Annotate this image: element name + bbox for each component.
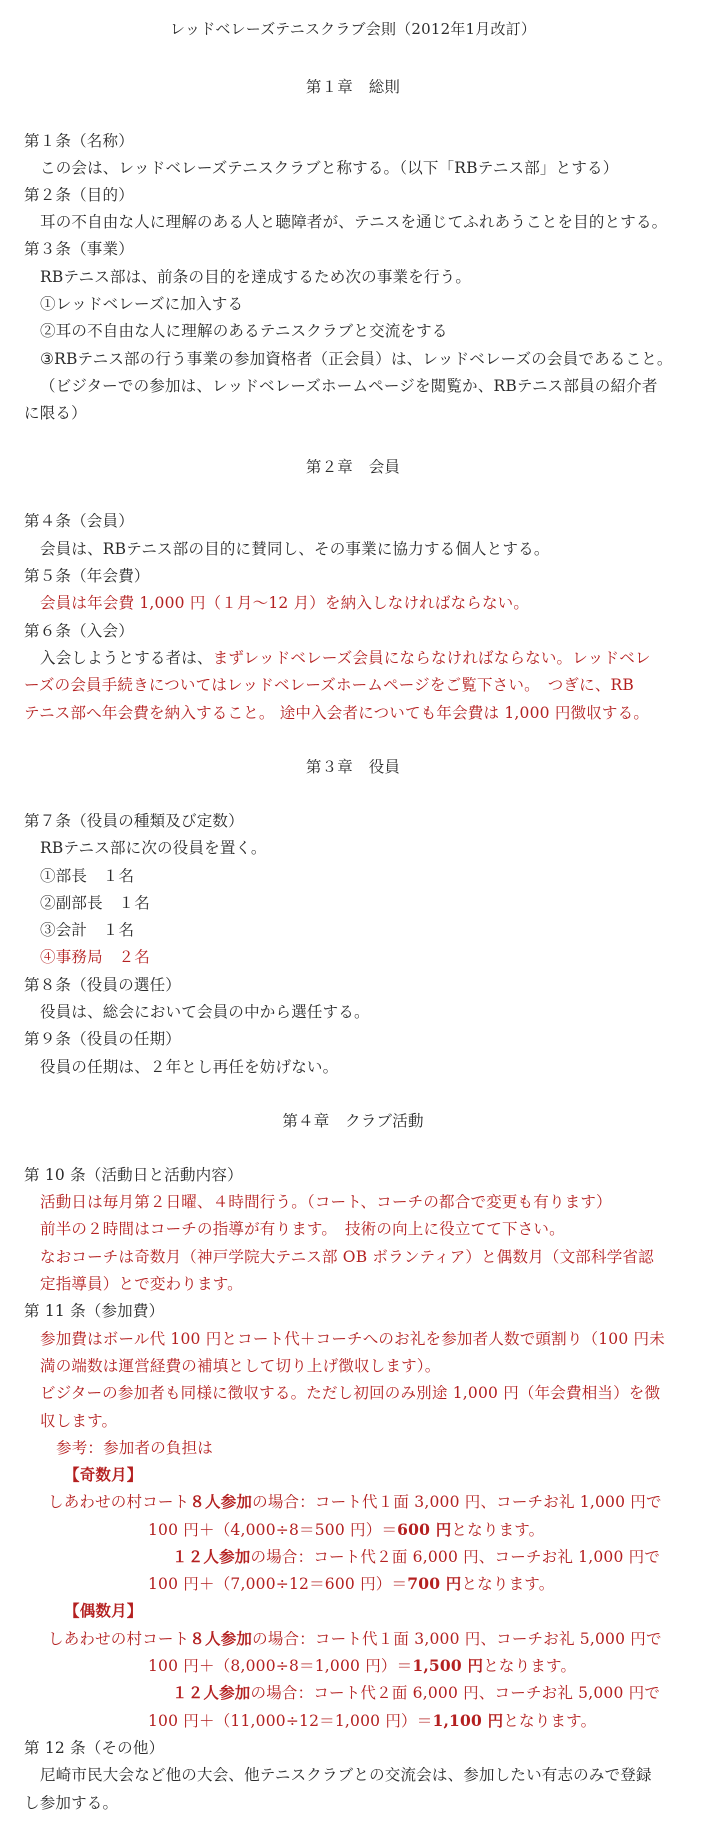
article-8-title: 第８条（役員の選任） bbox=[24, 976, 182, 994]
article-8-text: 役員は、総会において会員の中から選任する。 bbox=[40, 1003, 370, 1021]
article-9-title: 第９条（役員の任期） bbox=[24, 1030, 182, 1048]
even-row-text: となります。 bbox=[503, 1712, 597, 1730]
chapter-3-heading: 第３章 役員 bbox=[305, 758, 401, 776]
odd-row-bold: ８人参加 bbox=[189, 1492, 253, 1511]
article-7-title: 第７条（役員の種類及び定数） bbox=[24, 812, 244, 830]
article-11-line: 収します。 bbox=[40, 1412, 118, 1430]
officer-item: ②副部長 １名 bbox=[40, 894, 150, 912]
odd-row bbox=[148, 1519, 544, 1541]
even-row bbox=[148, 1710, 596, 1732]
article-6-title: 第６条（入会） bbox=[24, 622, 134, 640]
article-2-text: 耳の不自由な人に理解のある人と聴障者が、テニスを通じてふれあうことを目的とする。 bbox=[40, 213, 668, 231]
article-5-title: 第５条（年会費） bbox=[24, 567, 150, 585]
even-row bbox=[148, 1655, 576, 1677]
article-3-title: 第３条（事業） bbox=[24, 240, 134, 258]
odd-row-text: 100 円＋（7,000÷12＝600 円）＝ bbox=[148, 1575, 408, 1593]
article-4-text: 会員は、RBテニス部の目的に賛同し、その事業に協力する個人とする。 bbox=[40, 540, 550, 558]
article-6-line: テニス部へ年会費を納入すること。 途中入会者についても年会費は 1,000 円徴収する。 bbox=[24, 704, 650, 722]
article-4-title: 第４条（会員） bbox=[24, 512, 134, 530]
even-row-text: しあわせの村コート bbox=[48, 1630, 190, 1648]
even-month-label: 【偶数月】 bbox=[64, 1601, 143, 1620]
article-3-line: ③RBテニス部の行う事業の参加資格者（正会員）は、レッドベレーズの会員であること。 bbox=[40, 350, 673, 368]
odd-row-text: となります。 bbox=[451, 1521, 545, 1539]
article-9-text: 役員の任期は、２年とし再任を妨げない。 bbox=[40, 1058, 339, 1076]
article-7-line: RBテニス部に次の役員を置く。 bbox=[40, 839, 267, 857]
article-3-line: ②耳の不自由な人に理解のあるテニスクラブと交流をする bbox=[40, 322, 448, 340]
article-10-title: 第 10 条（活動日と活動内容） bbox=[24, 1166, 243, 1184]
article-2-title: 第２条（目的） bbox=[24, 186, 134, 204]
article-3-line: に限る） bbox=[24, 404, 87, 422]
article-12-title: 第 12 条（その他） bbox=[24, 1739, 165, 1757]
reference-label: 参考：参加者の負担は bbox=[56, 1439, 214, 1457]
document-title: レッドベレーズテニスクラブ会則（2012年1月改訂） bbox=[169, 20, 537, 38]
even-row-bold: １２人参加 bbox=[172, 1683, 251, 1702]
article-1-text: この会は、レッドベレーズテニスクラブと称する。（以下「RBテニス部」とする） bbox=[40, 159, 619, 177]
even-row bbox=[48, 1628, 662, 1650]
article-11-line: ビジターの参加者も同様に徴収する。ただし初回のみ別途 1,000 円（年会費相当）を徴 bbox=[40, 1384, 661, 1402]
odd-row-text: となります。 bbox=[461, 1575, 555, 1593]
article-11-title: 第 11 条（参加費） bbox=[24, 1302, 165, 1320]
article-3-line: （ビジターでの参加は、レッドベレーズホームページを閲覧か、RBテニス部員の紹介者 bbox=[40, 377, 658, 395]
odd-row-bold: 700 円 bbox=[407, 1574, 462, 1593]
officer-item: ③会計 １名 bbox=[40, 921, 135, 939]
article-3-line: ①レッドベレーズに加入する bbox=[40, 295, 244, 313]
article-6-line: ーズの会員手続きについてはレッドベレーズホームページをご覧下さい。 つぎに、RB bbox=[24, 676, 634, 694]
odd-row-text: の場合：コート代１面 3,000 円、コーチお礼 1,000 円で bbox=[252, 1493, 662, 1511]
article-3-line: RBテニス部は、前条の目的を達成するため次の事業を行う。 bbox=[40, 268, 472, 286]
odd-row-bold: １２人参加 bbox=[172, 1547, 251, 1566]
officer-item: ④事務局 ２名 bbox=[40, 948, 150, 966]
even-row-bold: 1,500 円 bbox=[412, 1656, 484, 1675]
article-10-line: 定指導員）とで変わります。 bbox=[40, 1275, 243, 1293]
article-11-line: 満の端数は運営経費の補填として切り上げ徴収します）。 bbox=[40, 1357, 441, 1375]
even-row-bold: 1,100 円 bbox=[432, 1711, 504, 1730]
even-row-text: の場合：コート代１面 3,000 円、コーチお礼 5,000 円で bbox=[252, 1630, 662, 1648]
odd-row-text: しあわせの村コート bbox=[48, 1493, 190, 1511]
article-11-line: 参加費はボール代 100 円とコート代＋コーチへのお礼を参加者人数で頭割り（100 円未 bbox=[40, 1330, 665, 1348]
odd-month-label: 【奇数月】 bbox=[64, 1465, 143, 1484]
odd-row-text: 100 円＋（4,000÷8＝500 円）＝ bbox=[148, 1521, 398, 1539]
chapter-2-heading: 第２章 会員 bbox=[305, 458, 401, 476]
article-10-line: 前半の２時間はコーチの指導が有ります。 技術の向上に役立てて下さい。 bbox=[40, 1220, 565, 1238]
even-row-text: 100 円＋（11,000÷12＝1,000 円）＝ bbox=[148, 1712, 433, 1730]
article-10-line: なおコーチは奇数月（神戸学院大テニス部 OB ボランティア）と偶数月（文部科学省認 bbox=[40, 1248, 654, 1266]
article-12-line: し参加する。 bbox=[24, 1794, 119, 1812]
odd-row-bold: 600 円 bbox=[397, 1520, 452, 1539]
article-6-line bbox=[40, 647, 651, 669]
article-5-text: 会員は年会費 1,000 円（１月〜12 月）を納入しなければならない。 bbox=[40, 594, 530, 612]
chapter-4-heading: 第４章 クラブ活動 bbox=[282, 1112, 424, 1130]
odd-row bbox=[172, 1546, 660, 1568]
article-6-text: 入会しようとする者は、 bbox=[40, 649, 213, 667]
article-12-line: 尼崎市民大会など他の大会、他テニスクラブとの交流会は、参加したい有志のみで登録 bbox=[40, 1766, 652, 1784]
odd-row-text: の場合：コート代２面 6,000 円、コーチお礼 1,000 円で bbox=[250, 1548, 661, 1566]
even-row-text: となります。 bbox=[483, 1657, 577, 1675]
officer-item: ①部長 １名 bbox=[40, 867, 135, 885]
even-row-text: 100 円＋（8,000÷8＝1,000 円）＝ bbox=[148, 1657, 413, 1675]
even-row-bold: ８人参加 bbox=[189, 1629, 253, 1648]
article-1-title: 第１条（名称） bbox=[24, 132, 134, 150]
odd-row bbox=[148, 1573, 554, 1595]
article-6-text-red: まずレッドベレーズ会員にならなければならない。レッドベレ bbox=[212, 649, 651, 667]
article-10-line: 活動日は毎月第２日曜、４時間行う。（コート、コーチの都合で変更も有ります） bbox=[40, 1193, 612, 1211]
odd-row bbox=[48, 1491, 662, 1513]
even-row-text: の場合：コート代２面 6,000 円、コーチお礼 5,000 円で bbox=[250, 1684, 661, 1702]
chapter-1-heading: 第１章 総則 bbox=[305, 78, 401, 96]
even-row bbox=[172, 1682, 660, 1704]
